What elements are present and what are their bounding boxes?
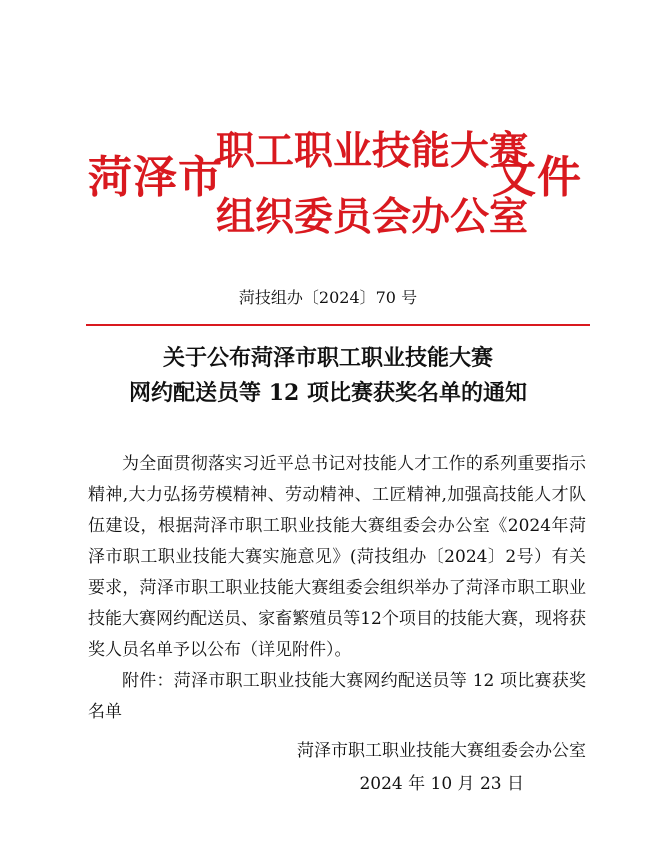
header-org-line2: 组织委员会办公室 (216, 194, 529, 240)
header-doc-type: 文件 (492, 152, 582, 203)
body-paragraph: 为全面贯彻落实习近平总书记对技能人才工作的系列重要指示精神,大力弘扬劳模精神、劳动精神、工匠精神,加强高技能人才队伍建设，根据菏泽市职工职业技能大赛组委会办公室《2024年菏泽市职工职业技能大赛实施意见》(菏技组办〔2024〕2号）有关要求，菏泽市职工职业技能大赛组委会组织举办了菏泽市职工职业技能大赛网约配送员、家畜繁殖员等12个项目的技能大赛，现将获奖人员名单予以公布（详见附件）。 (88, 454, 586, 660)
title-line-1: 关于公布菏泽市职工职业技能大赛 (162, 345, 493, 371)
attachment-note: 附件：菏泽市职工职业技能大赛网约配送员等 12 项比赛获奖名单 (88, 671, 586, 722)
title-line-2: 网约配送员等 12 项比赛获奖名单的通知 (129, 380, 527, 406)
signature-organization: 菏泽市职工职业技能大赛组委会办公室 (297, 741, 586, 761)
header-city: 菏泽市 (88, 152, 223, 203)
red-divider-line (86, 324, 590, 326)
header-org-line1: 职工职业技能大赛 (216, 128, 529, 174)
signature-date: 2024 年 10 月 23 日 (359, 774, 524, 794)
document-number: 菏技组办〔2024〕70 号 (238, 288, 418, 307)
notice-body (88, 449, 586, 728)
